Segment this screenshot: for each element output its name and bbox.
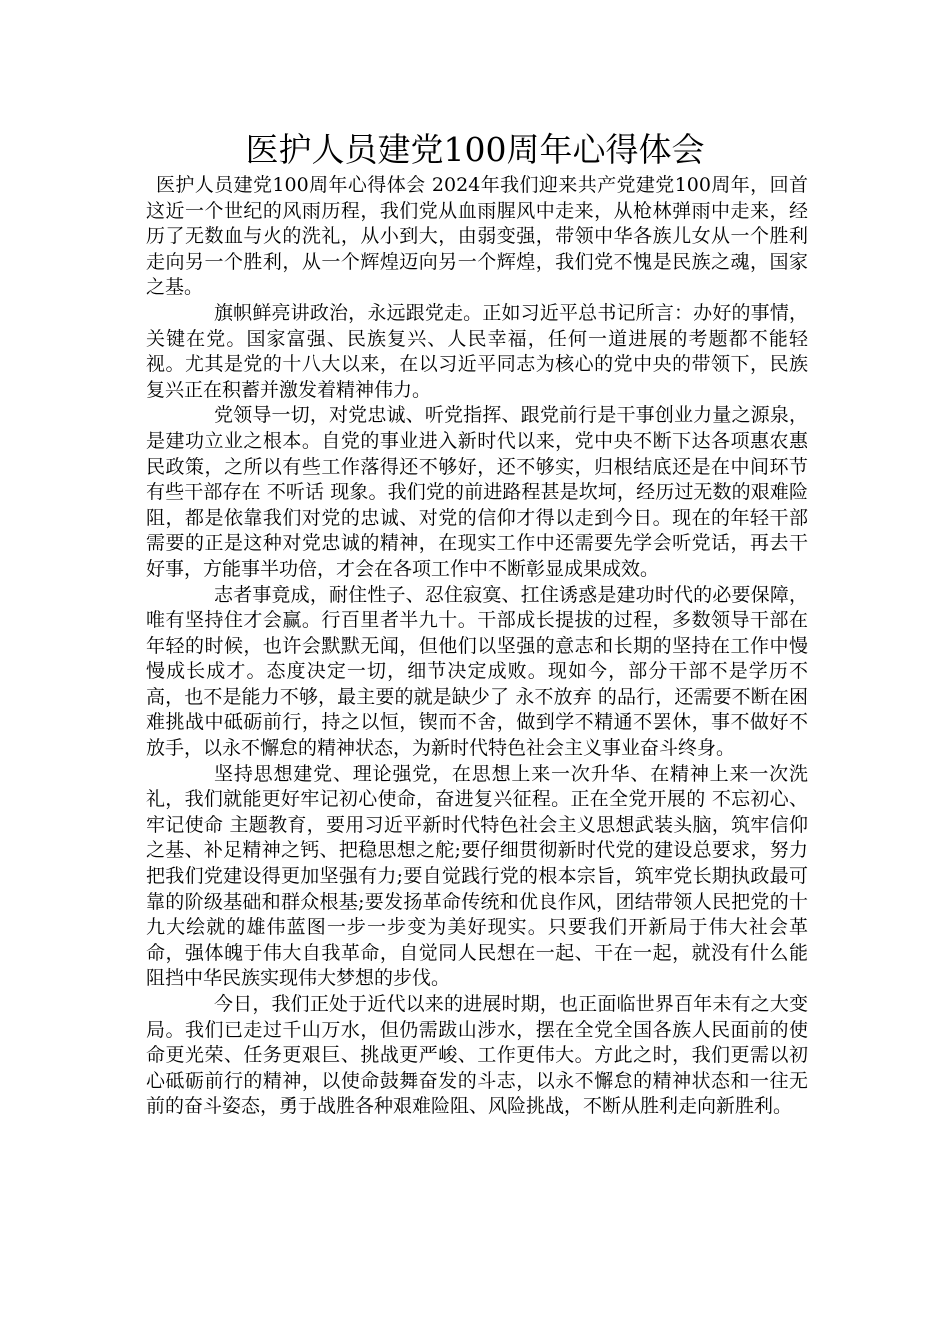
paragraph-5: 坚持思想建党、理论强党，在思想上来一次升华、在精神上来一次洗礼，我们就能更好牢记初心使命，奋进复兴征程。正在全党开展的 不忘初心、牢记使命 主题教育，要用习近平新时代特色社会主义思想武装头脑，筑牢信仰之基、补足精神之钙、把稳思想之舵;要仔细贯彻新时代党的建设总要求，努力把我们党建设得更加坚强有力;要自觉践行党的根本宗旨，筑牢党长期执政最可靠的阶级基础和群众根基;要发扬革命传统和优良作风，团结带领人民把党的十九大绘就的雄伟蓝图一步一步变为美好现实。只要我们开新局于伟大社会革命，强体魄于伟大自我革命，自觉同人民想在一起、干在一起，就没有什么能阻挡中华民族实现伟大梦想的步伐。 [146,762,808,990]
paragraph-1: 医护人员建党100周年心得体会 2024年我们迎来共产党建党100周年，回首这近一个世纪的风雨历程，我们党从血雨腥风中走来，从枪林弹雨中走来，经历了无数血与火的洗礼，从小到大，由弱变强，带领中华各族儿女从一个胜利走向另一个胜利，从一个辉煌迈向另一个辉煌，我们党不愧是民族之魂，国家之基。 [146,174,808,299]
paragraph-3: 党领导一切，对党忠诚、听党指挥、跟党前行是干事创业力量之源泉，是建功立业之根本。自党的事业进入新时代以来，党中央不断下达各项惠农惠民政策，之所以有些工作落得还不够好，还不够实，归根结底还是在中间环节有些干部存在 不听话 现象。我们党的前进路程甚是坎坷，经历过无数的艰难险阻，都是依靠我们对党的忠诚、对党的信仰才得以走到今日。现在的年轻干部需要的正是这种对党忠诚的精神，在现实工作中还需要先学会听党话，再去干好事，方能事半功倍，才会在各项工作中不断彰显成果成效。 [146,404,808,580]
paragraph-2: 旗帜鲜亮讲政治，永远跟党走。正如习近平总书记所言：办好的事情，关键在党。国家富强、民族复兴、人民幸福，任何一道进展的考题都不能轻视。尤其是党的十八大以来，在以习近平同志为核心的党中央的带领下，民族复兴正在积蓄并激发着精神伟力。 [146,301,808,401]
paragraph-4: 志者事竟成，耐住性子、忍住寂寞、扛住诱惑是建功时代的必要保障，唯有坚持住才会赢。行百里者半九十。干部成长提拔的过程，多数领导干部在年轻的时候，也许会默默无闻，但他们以坚强的意志和长期的坚持在工作中慢慢成长成才。态度决定一切，细节决定成败。现如今，部分干部不是学历不高，也不是能力不够，最主要的就是缺少了 永不放弃 的品行，还需要不断在困难挑战中砥砺前行，持之以恒，锲而不舍，做到学不精通不罢休，事不做好不放手，以永不懈怠的精神状态，为新时代特色社会主义事业奋斗终身。 [146,583,808,760]
document-title: 医护人员建党100周年心得体会 [245,130,705,169]
document-body [146,173,808,1120]
paragraph-6: 今日，我们正处于近代以来的进展时期，也正面临世界百年未有之大变局。我们已走过千山万水，但仍需跋山涉水，摆在全党全国各族人民面前的使命更光荣、任务更艰巨、挑战更严峻、工作更伟大。方此之时，我们更需以初心砥砺前行的精神，以使命鼓舞奋发的斗志，以永不懈怠的精神状态和一往无前的奋斗姿态，勇于战胜各种艰难险阻、风险挑战，不断从胜利走向新胜利。 [146,993,808,1118]
